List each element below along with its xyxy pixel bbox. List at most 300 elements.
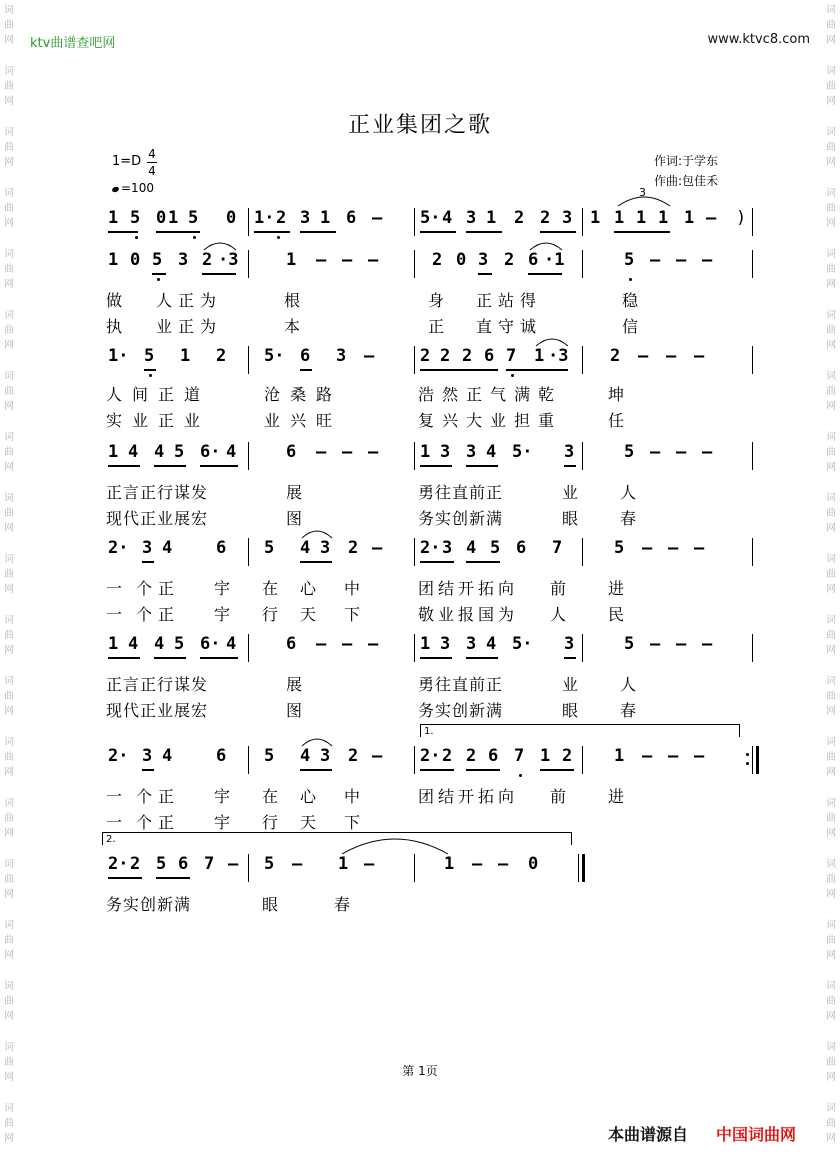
song-title: 正业集团之歌 (347, 113, 492, 138)
lyric: 气 (490, 385, 508, 404)
lyric: 敬业报国为 (418, 605, 519, 624)
watermark-char: 网 (4, 1011, 14, 1022)
note: 0 (528, 854, 539, 874)
watermark-char: 曲 (4, 1118, 14, 1129)
note: 5· (512, 634, 533, 654)
underline (108, 877, 142, 879)
watermark-char: 网 (826, 584, 836, 595)
underline (144, 369, 156, 371)
lyric: 个正 (136, 605, 181, 624)
watermark-char: 网 (4, 401, 14, 412)
watermark-char: 网 (4, 35, 14, 46)
lyric: 人 (106, 385, 124, 404)
rest-dash: – (702, 250, 713, 270)
underline (540, 231, 576, 233)
note: 1 (168, 208, 179, 228)
watermark-char: 词 (4, 554, 14, 565)
lyric: 现代正业展宏 (106, 701, 209, 720)
watermark-char: 网 (4, 279, 14, 290)
watermark-char: 网 (826, 645, 836, 656)
underline (420, 769, 454, 771)
rest-dash: – (702, 442, 713, 462)
note: 3 (320, 538, 331, 558)
watermark-char: 曲 (4, 874, 14, 885)
underline (108, 465, 140, 467)
low-octave-dot (193, 236, 196, 239)
underline (478, 273, 492, 275)
note: 2 (462, 346, 473, 366)
note: ·3 (218, 250, 239, 270)
lyric: 乾 (538, 385, 556, 404)
lyric: 路 (316, 385, 334, 404)
watermark-char: 词 (826, 920, 836, 931)
underline (200, 657, 238, 659)
bar-line (582, 442, 583, 470)
note: 7 (204, 854, 215, 874)
watermark-char: 曲 (4, 752, 14, 763)
note: 3 (562, 208, 573, 228)
watermark-char: 曲 (826, 81, 836, 92)
watermark-char: 曲 (4, 142, 14, 153)
note: 7 (552, 538, 563, 558)
note: 5 (188, 208, 199, 228)
note: 2 (348, 746, 359, 766)
bar-line (248, 346, 249, 374)
note: 3 (440, 442, 451, 462)
bar-line (414, 442, 415, 470)
underline (156, 877, 190, 879)
lyric: 做 (106, 291, 124, 310)
note: 2 (504, 250, 515, 270)
watermark-char: 词 (826, 981, 836, 992)
rest-dash: – (316, 442, 327, 462)
note: 1 (108, 208, 119, 228)
lyric: 务实创新满 (106, 895, 192, 914)
lyric: 浩 (418, 385, 436, 404)
underline (420, 369, 498, 371)
note: 2· (108, 538, 129, 558)
note: 3 (564, 442, 575, 462)
note: 0 (156, 208, 167, 228)
watermark-char: 网 (826, 279, 836, 290)
note: 5· (420, 208, 441, 228)
low-octave-dot (149, 374, 152, 377)
watermark-char: 词 (826, 493, 836, 504)
note: 3 (440, 634, 451, 654)
score-line-6 (106, 634, 756, 654)
rest-dash: – (292, 854, 303, 874)
watermark-char: 网 (4, 889, 14, 900)
watermark-char: 词 (4, 615, 14, 626)
watermark-char: 词 (826, 310, 836, 321)
underline (420, 231, 456, 233)
lyric: 在 (262, 787, 280, 806)
note: 1 (590, 208, 601, 228)
lyric: 一 (106, 787, 124, 806)
lyric: 前 (550, 579, 568, 598)
low-octave-dot (157, 278, 160, 281)
note: 3 (336, 346, 347, 366)
note: 3 (142, 538, 153, 558)
lyric: 中 (344, 787, 362, 806)
lyric: 个正 (136, 579, 181, 598)
note: 4 (466, 538, 477, 558)
lyric: 旺 (316, 411, 334, 430)
note: 1 (108, 250, 119, 270)
watermark-char: 网 (826, 462, 836, 473)
underline (528, 273, 562, 275)
note: 4 (226, 442, 237, 462)
note: 4 (162, 538, 173, 558)
watermark-char: 曲 (4, 325, 14, 336)
watermark-char: 曲 (4, 386, 14, 397)
watermark-char: 词 (4, 432, 14, 443)
note: 1 (338, 854, 349, 874)
triplet-number: 3 (639, 186, 646, 199)
watermark-char: 曲 (4, 264, 14, 275)
underline (420, 465, 452, 467)
underline (564, 657, 576, 659)
lyric: 展 (286, 483, 304, 502)
note: 4 (442, 208, 453, 228)
watermark-char: 词 (826, 127, 836, 138)
first-ending-bracket (420, 724, 740, 737)
note: 4 (128, 442, 139, 462)
lyric: 春 (620, 509, 638, 528)
note: 7 (506, 346, 517, 366)
note: 6 (216, 538, 227, 558)
end-repeat-bar (756, 746, 759, 774)
lyrics-line-2a (106, 288, 756, 308)
watermark-char: 词 (826, 1042, 836, 1053)
underline (564, 465, 576, 467)
watermark-char: 词 (826, 1103, 836, 1114)
bar-line (752, 442, 753, 470)
watermark-char: 曲 (826, 447, 836, 458)
lyric: 下 (344, 605, 362, 624)
note: 1 (614, 208, 625, 228)
rest-dash: – (498, 854, 509, 874)
watermark-char: 网 (4, 462, 14, 473)
note: 5· (512, 442, 533, 462)
lyric: 正 (428, 317, 446, 336)
note: 3 (178, 250, 189, 270)
rest-dash: – (342, 634, 353, 654)
lyric: 任 (608, 411, 626, 430)
underline (108, 231, 138, 233)
watermark-char: 词 (826, 554, 836, 565)
note: 5 (130, 208, 141, 228)
watermark-char: 网 (826, 35, 836, 46)
note: 6 (216, 746, 227, 766)
underline (300, 769, 332, 771)
underline (200, 465, 238, 467)
lyric: 执 (106, 317, 124, 336)
underline (142, 769, 154, 771)
bar-line (248, 634, 249, 662)
lyric: 宇 (214, 813, 232, 832)
time-bottom: 4 (148, 164, 156, 178)
rest-dash: – (472, 854, 483, 874)
bar-line (752, 208, 753, 236)
watermark-char: 曲 (826, 508, 836, 519)
note: 0 (130, 250, 141, 270)
watermark-char: 网 (4, 218, 14, 229)
watermark-char: 网 (4, 157, 14, 168)
lyric: 人 (620, 675, 638, 694)
lyric: 心 (300, 579, 318, 598)
watermark-char: 网 (826, 157, 836, 168)
underline (300, 369, 312, 371)
watermark-char: 网 (826, 767, 836, 778)
lyric: 间 (132, 385, 150, 404)
note: ·1 (544, 250, 565, 270)
watermark-char: 词 (4, 859, 14, 870)
note: 5 (490, 538, 501, 558)
lyric: 业 (264, 411, 282, 430)
note: 4 (226, 634, 237, 654)
lyric: 宇 (214, 605, 232, 624)
note: 6 (300, 346, 311, 366)
watermark-char: 曲 (826, 935, 836, 946)
underline (420, 657, 452, 659)
note: 5 (156, 854, 167, 874)
note: 2 (130, 854, 141, 874)
bar-line (582, 208, 583, 236)
watermark-char: 曲 (4, 996, 14, 1007)
watermark-char: 网 (826, 401, 836, 412)
note: 5 (152, 250, 163, 270)
underline (420, 561, 454, 563)
rest-dash: – (228, 854, 239, 874)
lyrics-line-3a (106, 382, 756, 402)
note: 2 (442, 746, 453, 766)
slur (300, 526, 334, 540)
underline (154, 465, 186, 467)
score-line-4 (106, 442, 756, 462)
low-octave-dot (629, 278, 632, 281)
note: 3 (320, 746, 331, 766)
note: 3 (300, 208, 311, 228)
note: 4 (128, 634, 139, 654)
lyric: 业 (490, 411, 508, 430)
repeat-dot (746, 762, 749, 765)
bar-line (248, 746, 249, 774)
note: 5 (624, 250, 635, 270)
left-watermark-strip (0, 0, 18, 1169)
slur (202, 238, 238, 252)
watermark-char: 词 (4, 920, 14, 931)
lyric: 正 (158, 411, 176, 430)
note: 0 (226, 208, 237, 228)
watermark-char: 网 (4, 96, 14, 107)
watermark-char: 曲 (4, 630, 14, 641)
watermark-char: 曲 (826, 996, 836, 1007)
lyric: 天 (300, 605, 318, 624)
note: 6· (200, 634, 221, 654)
note: 5 (614, 538, 625, 558)
note: 2 (514, 208, 525, 228)
lyric: 身 (428, 291, 446, 310)
watermark-char: 网 (826, 706, 836, 717)
watermark-char: 词 (4, 188, 14, 199)
underline (300, 231, 336, 233)
rest-dash: – (372, 208, 383, 228)
underline (108, 657, 140, 659)
bar-line (752, 634, 753, 662)
watermark-char: 曲 (826, 386, 836, 397)
watermark-char: 词 (4, 371, 14, 382)
lyric: 正言正行谋发 (106, 483, 209, 502)
watermark-char: 曲 (826, 752, 836, 763)
time-top: 4 (148, 147, 156, 161)
rest-dash: – (650, 442, 661, 462)
lyric: 勇往直前正 (418, 483, 504, 502)
site-name-left: ktv曲谱查吧网 (30, 36, 116, 51)
watermark-char: 词 (826, 5, 836, 16)
underline (156, 231, 200, 233)
lyric: 前 (550, 787, 568, 806)
watermark-char: 词 (4, 737, 14, 748)
note: 2 (216, 346, 227, 366)
lyric: 正 (158, 385, 176, 404)
watermark-char: 网 (826, 1011, 836, 1022)
bar-line (582, 634, 583, 662)
lyrics-line-8 (106, 892, 756, 912)
note: 6 (346, 208, 357, 228)
slur (300, 734, 334, 748)
note: 6 (484, 346, 495, 366)
time-signature (146, 146, 158, 179)
lyric: 实 (106, 411, 124, 430)
underline (152, 273, 166, 275)
composer-credit: 作曲:包佳禾 (654, 174, 719, 188)
rest-dash: – (368, 634, 379, 654)
watermark-char: 词 (826, 615, 836, 626)
watermark-char: 词 (4, 5, 14, 16)
lyric: 业正为 (156, 317, 223, 336)
second-ending-bracket (102, 832, 572, 845)
watermark-char: 曲 (826, 20, 836, 31)
watermark-char: 曲 (826, 1118, 836, 1129)
watermark-char: 词 (826, 798, 836, 809)
lyric: 务实创新满 (418, 701, 504, 720)
bar-line (582, 746, 583, 774)
note: 3 (564, 634, 575, 654)
note: 1 (684, 208, 695, 228)
note: 2 (440, 346, 451, 366)
watermark-char: 曲 (4, 935, 14, 946)
lyric: 进 (608, 787, 626, 806)
note: 2 (432, 250, 443, 270)
note: 2 (202, 250, 213, 270)
watermark-char: 网 (4, 950, 14, 961)
watermark-char: 曲 (4, 20, 14, 31)
rest-dash: – (676, 442, 687, 462)
note: 3 (466, 208, 477, 228)
watermark-char: 网 (4, 706, 14, 717)
lyric: 春 (620, 701, 638, 720)
note: 1 (320, 208, 331, 228)
note: 2 (610, 346, 621, 366)
watermark-char: 词 (826, 676, 836, 687)
lyric: 稳 (622, 291, 640, 310)
watermark-char: 词 (826, 737, 836, 748)
lyric: 大 (466, 411, 484, 430)
watermark-char: 曲 (826, 874, 836, 885)
bar-line (414, 250, 415, 278)
watermark-char: 词 (4, 127, 14, 138)
note: 1 (108, 442, 119, 462)
bar-line (582, 346, 583, 374)
lyric: 信 (622, 317, 640, 336)
lyric: 进 (608, 579, 626, 598)
score-line-5 (106, 538, 756, 558)
lyric: 行 (262, 813, 280, 832)
lyric: 勇往直前正 (418, 675, 504, 694)
note: 1 (180, 346, 191, 366)
watermark-char: 词 (4, 1042, 14, 1053)
rest-dash: – (364, 854, 375, 874)
watermark-char: 曲 (826, 630, 836, 641)
rest-dash: – (694, 346, 705, 366)
underline (466, 657, 498, 659)
watermark-char: 网 (4, 1133, 14, 1144)
watermark-char: 曲 (4, 569, 14, 580)
note: 0 (456, 250, 467, 270)
underline (466, 769, 500, 771)
bar-line (248, 250, 249, 278)
watermark-char: 词 (4, 1103, 14, 1114)
source-label: 本曲谱源自 (608, 1125, 689, 1144)
underline (142, 561, 154, 563)
watermark-char: 词 (826, 249, 836, 260)
note: 4 (300, 538, 311, 558)
lyric: 行 (262, 605, 280, 624)
source-site-link[interactable]: 中国词曲网 (716, 1125, 797, 1144)
key-signature: 1=D (112, 154, 142, 169)
rest-dash: – (316, 634, 327, 654)
watermark-char: 网 (4, 523, 14, 534)
note: 4 (486, 634, 497, 654)
underline (300, 561, 332, 563)
watermark-char: 曲 (4, 447, 14, 458)
lyric: 然 (442, 385, 460, 404)
note: 6 (488, 746, 499, 766)
underline (506, 369, 568, 371)
lyrics-line-6a (106, 672, 756, 692)
rest-dash: – (638, 346, 649, 366)
bar-line (414, 746, 415, 774)
watermark-char: 曲 (4, 813, 14, 824)
right-watermark-strip (822, 0, 840, 1169)
note: 4 (162, 746, 173, 766)
note: 2· (108, 854, 129, 874)
rest-dash: – (372, 538, 383, 558)
note: 1 (636, 208, 647, 228)
lyric: 复 (418, 411, 436, 430)
score-line-7 (106, 746, 756, 766)
note: 3 (478, 250, 489, 270)
note: 6 (528, 250, 539, 270)
note: 2 (420, 346, 431, 366)
note: 3 (466, 442, 477, 462)
lyric: 展 (286, 675, 304, 694)
score-line-2 (106, 250, 756, 270)
rest-dash: – (316, 250, 327, 270)
rest-dash: – (642, 538, 653, 558)
note: 1 (420, 634, 431, 654)
